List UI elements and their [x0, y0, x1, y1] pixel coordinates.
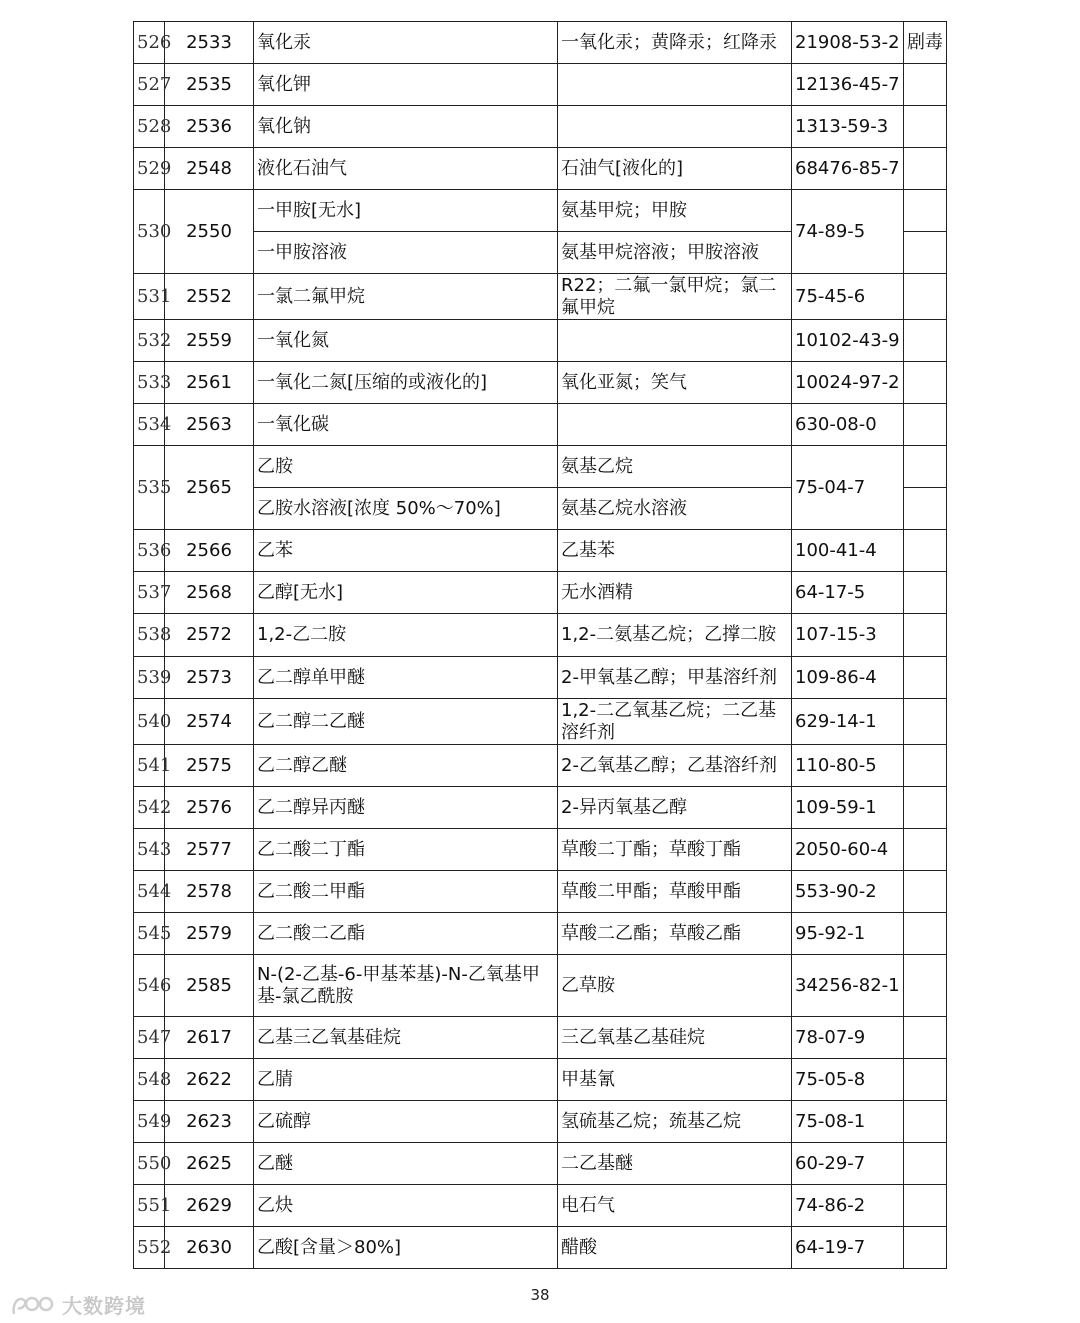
table-row: [134, 1017, 947, 1059]
seq-cell: 537: [134, 572, 165, 614]
cas-cell: 78-07-9: [792, 1017, 904, 1059]
note-cell: [904, 572, 947, 614]
chemical-table: [133, 21, 947, 1269]
un-number-cell: 2563: [165, 404, 254, 446]
seq-cell: 530: [134, 190, 165, 274]
un-number-cell: 2578: [165, 871, 254, 913]
cas-cell: 109-59-1: [792, 787, 904, 829]
cas-cell: 2050-60-4: [792, 829, 904, 871]
table-row: [134, 22, 947, 64]
table-row: [134, 64, 947, 106]
seq-cell: 543: [134, 829, 165, 871]
cas-cell: 630-08-0: [792, 404, 904, 446]
un-number-cell: 2552: [165, 274, 254, 320]
seq-cell: 541: [134, 745, 165, 787]
table-row: [134, 320, 947, 362]
table-row: [134, 657, 947, 699]
alias-cell: 无水酒精: [558, 572, 792, 614]
cas-cell: 21908-53-2: [792, 22, 904, 64]
watermark-text: 大数跨境: [62, 1294, 146, 1318]
name-cell: 液化石油气: [254, 148, 558, 190]
cas-cell: 75-04-7: [792, 446, 904, 530]
alias-cell: 2-乙氧基乙醇；乙基溶纤剂: [558, 745, 792, 787]
table-row: [134, 1185, 947, 1227]
un-number-cell: 2630: [165, 1227, 254, 1269]
name-cell: 乙腈: [254, 1059, 558, 1101]
alias-cell: 甲基氰: [558, 1059, 792, 1101]
note-cell: [904, 530, 947, 572]
seq-cell: 539: [134, 657, 165, 699]
name-cell: 乙二酸二乙酯: [254, 913, 558, 955]
cas-cell: 1313-59-3: [792, 106, 904, 148]
seq-cell: 548: [134, 1059, 165, 1101]
table-row: [134, 1227, 947, 1269]
alias-cell: 乙草胺: [558, 955, 792, 1017]
name-cell: 乙胺水溶液[浓度 50%～70%]: [254, 488, 558, 530]
name-cell: 氧化钠: [254, 106, 558, 148]
seq-cell: 542: [134, 787, 165, 829]
name-cell: 乙二醇乙醚: [254, 745, 558, 787]
un-number-cell: 2535: [165, 64, 254, 106]
un-number-cell: 2533: [165, 22, 254, 64]
note-cell: [904, 1227, 947, 1269]
seq-cell: 546: [134, 955, 165, 1017]
table-row: [134, 106, 947, 148]
alias-cell: [558, 64, 792, 106]
cas-cell: 64-19-7: [792, 1227, 904, 1269]
table-row: [134, 274, 947, 320]
note-cell: [904, 871, 947, 913]
un-number-cell: 2579: [165, 913, 254, 955]
seq-cell: 526: [134, 22, 165, 64]
seq-cell: 536: [134, 530, 165, 572]
note-cell: [904, 745, 947, 787]
alias-cell: 氢硫基乙烷；巯基乙烷: [558, 1101, 792, 1143]
note-cell: [904, 320, 947, 362]
note-cell: [904, 488, 947, 530]
name-cell: 乙胺: [254, 446, 558, 488]
name-cell: 一甲胺溶液: [254, 232, 558, 274]
note-cell: [904, 1185, 947, 1227]
note-cell: [904, 787, 947, 829]
alias-cell: 草酸二甲酯；草酸甲酯: [558, 871, 792, 913]
watermark: [10, 1290, 146, 1319]
name-cell: 乙二醇二乙醚: [254, 699, 558, 745]
seq-cell: 527: [134, 64, 165, 106]
note-cell: [904, 404, 947, 446]
table-row: [134, 787, 947, 829]
un-number-cell: 2561: [165, 362, 254, 404]
un-number-cell: 2536: [165, 106, 254, 148]
cas-cell: 74-86-2: [792, 1185, 904, 1227]
un-number-cell: 2559: [165, 320, 254, 362]
alias-cell: 2-异丙氧基乙醇: [558, 787, 792, 829]
note-cell: [904, 1101, 947, 1143]
alias-cell: 氨基甲烷；甲胺: [558, 190, 792, 232]
alias-cell: 乙基苯: [558, 530, 792, 572]
seq-cell: 551: [134, 1185, 165, 1227]
cas-cell: 75-45-6: [792, 274, 904, 320]
note-cell: [904, 232, 947, 274]
note-cell: 剧毒: [904, 22, 947, 64]
un-number-cell: 2572: [165, 614, 254, 657]
un-number-cell: 2565: [165, 446, 254, 530]
seq-cell: 538: [134, 614, 165, 657]
note-cell: [904, 614, 947, 657]
alias-cell: 草酸二丁酯；草酸丁酯: [558, 829, 792, 871]
un-number-cell: 2550: [165, 190, 254, 274]
name-cell: 乙二酸二甲酯: [254, 871, 558, 913]
alias-cell: 氨基乙烷: [558, 446, 792, 488]
cas-cell: 629-14-1: [792, 699, 904, 745]
table-row: [134, 404, 947, 446]
alias-cell: 氨基甲烷溶液；甲胺溶液: [558, 232, 792, 274]
name-cell: 一氧化氮: [254, 320, 558, 362]
alias-cell: 三乙氧基乙基硅烷: [558, 1017, 792, 1059]
note-cell: [904, 1143, 947, 1185]
seq-cell: 534: [134, 404, 165, 446]
cas-cell: 10102-43-9: [792, 320, 904, 362]
cas-cell: 109-86-4: [792, 657, 904, 699]
note-cell: [904, 446, 947, 488]
seq-cell: 549: [134, 1101, 165, 1143]
table-row: [134, 699, 947, 745]
seq-cell: 540: [134, 699, 165, 745]
name-cell: 一氯二氟甲烷: [254, 274, 558, 320]
alias-cell: 2-甲氧基乙醇；甲基溶纤剂: [558, 657, 792, 699]
cas-cell: 110-80-5: [792, 745, 904, 787]
un-number-cell: 2566: [165, 530, 254, 572]
alias-cell: [558, 320, 792, 362]
seq-cell: 545: [134, 913, 165, 955]
note-cell: [904, 829, 947, 871]
cas-cell: 75-08-1: [792, 1101, 904, 1143]
alias-cell: 1,2-二乙氧基乙烷；二乙基溶纤剂: [558, 699, 792, 745]
note-cell: [904, 1059, 947, 1101]
alias-cell: R22；二氟一氯甲烷；氯二氟甲烷: [558, 274, 792, 320]
name-cell: N-(2-乙基-6-甲基苯基)-N-乙氧基甲基-氯乙酰胺: [254, 955, 558, 1017]
un-number-cell: 2629: [165, 1185, 254, 1227]
seq-cell: 550: [134, 1143, 165, 1185]
name-cell: 一氧化二氮[压缩的或液化的]: [254, 362, 558, 404]
un-number-cell: 2585: [165, 955, 254, 1017]
un-number-cell: 2573: [165, 657, 254, 699]
table-row: [134, 362, 947, 404]
name-cell: 乙硫醇: [254, 1101, 558, 1143]
watermark-logo-icon: [10, 1292, 56, 1318]
seq-cell: 528: [134, 106, 165, 148]
note-cell: [904, 190, 947, 232]
un-number-cell: 2623: [165, 1101, 254, 1143]
table-row: [134, 871, 947, 913]
un-number-cell: 2575: [165, 745, 254, 787]
cas-cell: 68476-85-7: [792, 148, 904, 190]
table-row: [134, 829, 947, 871]
alias-cell: 醋酸: [558, 1227, 792, 1269]
alias-cell: 一氧化汞；黄降汞；红降汞: [558, 22, 792, 64]
seq-cell: 532: [134, 320, 165, 362]
cas-cell: 553-90-2: [792, 871, 904, 913]
name-cell: 乙醇[无水]: [254, 572, 558, 614]
note-cell: [904, 64, 947, 106]
alias-cell: 草酸二乙酯；草酸乙酯: [558, 913, 792, 955]
table-row: [134, 955, 947, 1017]
name-cell: 乙醚: [254, 1143, 558, 1185]
un-number-cell: 2617: [165, 1017, 254, 1059]
un-number-cell: 2548: [165, 148, 254, 190]
table-row: [134, 1143, 947, 1185]
name-cell: 乙二醇单甲醚: [254, 657, 558, 699]
seq-cell: 552: [134, 1227, 165, 1269]
table-row: [134, 530, 947, 572]
un-number-cell: 2577: [165, 829, 254, 871]
cas-cell: 34256-82-1: [792, 955, 904, 1017]
cas-cell: 100-41-4: [792, 530, 904, 572]
alias-cell: 石油气[液化的]: [558, 148, 792, 190]
name-cell: 氧化汞: [254, 22, 558, 64]
name-cell: 乙二酸二丁酯: [254, 829, 558, 871]
table-body: [134, 22, 947, 1269]
seq-cell: 547: [134, 1017, 165, 1059]
seq-cell: 533: [134, 362, 165, 404]
un-number-cell: 2622: [165, 1059, 254, 1101]
name-cell: 乙酸[含量＞80%]: [254, 1227, 558, 1269]
un-number-cell: 2574: [165, 699, 254, 745]
table-row: [134, 745, 947, 787]
name-cell: 一甲胺[无水]: [254, 190, 558, 232]
cas-cell: 64-17-5: [792, 572, 904, 614]
alias-cell: 1,2-二氨基乙烷；乙撑二胺: [558, 614, 792, 657]
seq-cell: 529: [134, 148, 165, 190]
name-cell: 乙二醇异丙醚: [254, 787, 558, 829]
un-number-cell: 2625: [165, 1143, 254, 1185]
note-cell: [904, 657, 947, 699]
note-cell: [904, 362, 947, 404]
seq-cell: 535: [134, 446, 165, 530]
note-cell: [904, 106, 947, 148]
alias-cell: 氨基乙烷水溶液: [558, 488, 792, 530]
table-row: [134, 1101, 947, 1143]
note-cell: [904, 148, 947, 190]
name-cell: 氧化钾: [254, 64, 558, 106]
name-cell: 乙苯: [254, 530, 558, 572]
page-number: 38: [530, 1286, 550, 1304]
note-cell: [904, 274, 947, 320]
name-cell: 乙基三乙氧基硅烷: [254, 1017, 558, 1059]
alias-cell: [558, 106, 792, 148]
table-row: [134, 614, 947, 657]
cas-cell: 60-29-7: [792, 1143, 904, 1185]
seq-cell: 544: [134, 871, 165, 913]
name-cell: 1,2-乙二胺: [254, 614, 558, 657]
name-cell: 乙炔: [254, 1185, 558, 1227]
table-row: [134, 148, 947, 190]
seq-cell: 531: [134, 274, 165, 320]
table-row: [134, 1059, 947, 1101]
table-row: [134, 190, 947, 232]
alias-cell: [558, 404, 792, 446]
note-cell: [904, 913, 947, 955]
note-cell: [904, 1017, 947, 1059]
note-cell: [904, 955, 947, 1017]
cas-cell: 12136-45-7: [792, 64, 904, 106]
alias-cell: 二乙基醚: [558, 1143, 792, 1185]
alias-cell: 电石气: [558, 1185, 792, 1227]
alias-cell: 氧化亚氮；笑气: [558, 362, 792, 404]
un-number-cell: 2576: [165, 787, 254, 829]
name-cell: 一氧化碳: [254, 404, 558, 446]
table-row: [134, 913, 947, 955]
cas-cell: 75-05-8: [792, 1059, 904, 1101]
table-row: [134, 572, 947, 614]
cas-cell: 95-92-1: [792, 913, 904, 955]
note-cell: [904, 699, 947, 745]
table-row: [134, 446, 947, 488]
cas-cell: 74-89-5: [792, 190, 904, 274]
un-number-cell: 2568: [165, 572, 254, 614]
cas-cell: 107-15-3: [792, 614, 904, 657]
cas-cell: 10024-97-2: [792, 362, 904, 404]
